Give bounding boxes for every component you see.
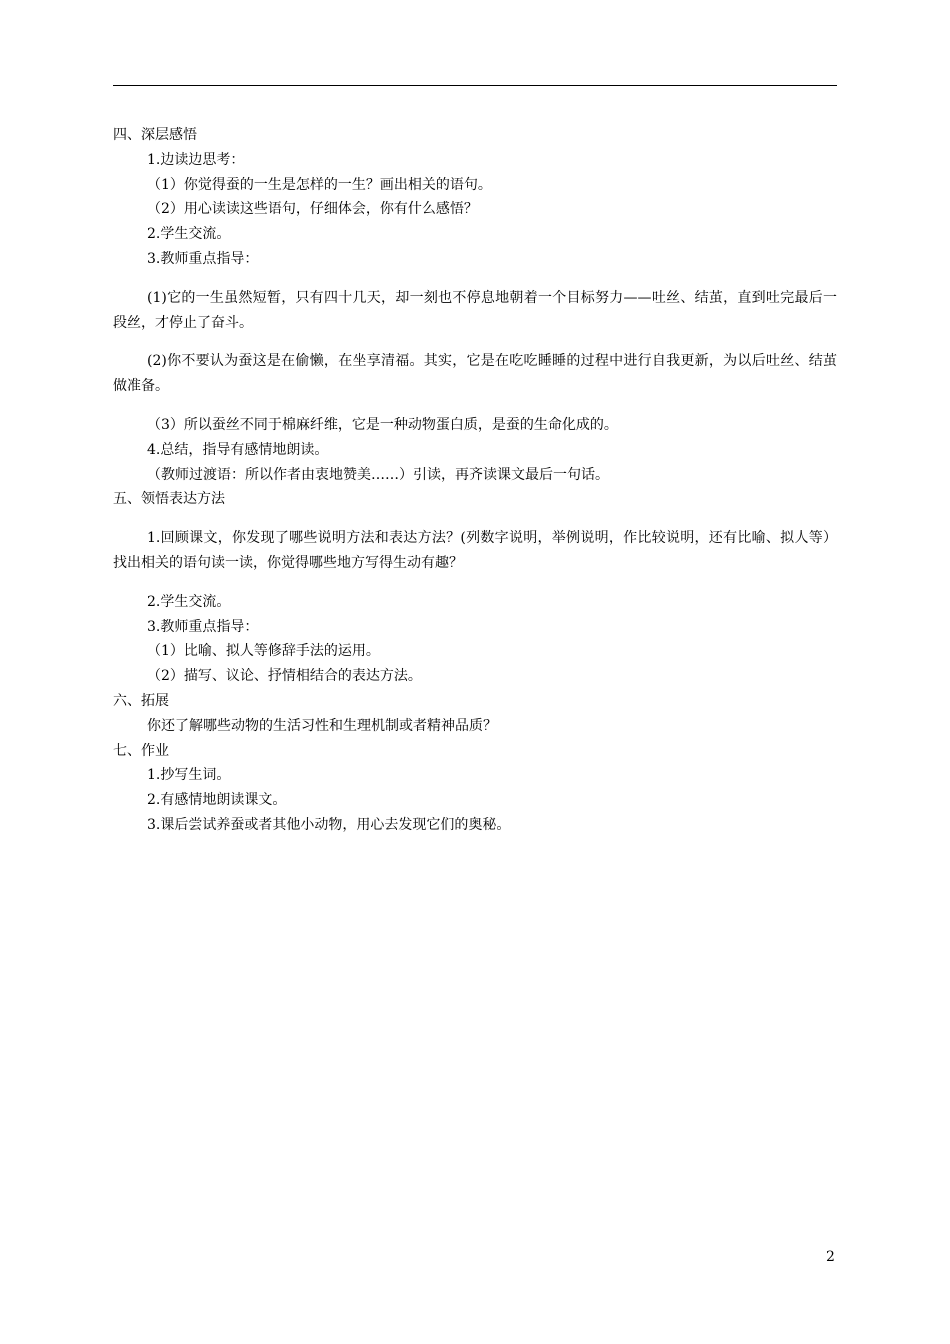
- header-rule: [113, 85, 837, 86]
- body-line: 3.教师重点指导：: [147, 250, 259, 267]
- document-body: [113, 123, 837, 838]
- body-line: 2.学生交流。: [147, 593, 231, 610]
- body-line: 1.抄写生词。: [147, 767, 231, 784]
- section-heading: 六、拓展: [113, 692, 169, 709]
- body-line: （教师过渡语：所以作者由衷地赞美……）引读，再齐读课文最后一句话。: [147, 466, 609, 483]
- body-line: 2.学生交流。: [147, 226, 231, 243]
- body-line: (2)你不要认为蚕这是在偷懒，在坐享清福。其实，它是在吃吃睡睡的过程中进行自我更新，为以后吐丝、结茧做准备。: [113, 353, 837, 395]
- body-line: 你还了解哪些动物的生活习性和生理机制或者精神品质？: [147, 717, 497, 734]
- section-heading: 七、作业: [113, 742, 169, 759]
- body-line: （1）比喻、拟人等修辞手法的运用。: [147, 643, 380, 660]
- body-line: 1.边读边思考：: [147, 151, 245, 168]
- body-line: 2.有感情地朗读课文。: [147, 792, 287, 809]
- section-heading: 四、深层感悟: [113, 127, 197, 143]
- body-line: （2）用心读读这些语句，仔细体会，你有什么感悟？: [147, 201, 478, 218]
- body-line: （2）描写、议论、抒情相结合的表达方法。: [147, 668, 422, 685]
- body-line: （3）所以蚕丝不同于棉麻纤维，它是一种动物蛋白质，是蚕的生命化成的。: [147, 416, 618, 433]
- body-line: （1）你觉得蚕的一生是怎样的一生？画出相关的语句。: [147, 176, 492, 193]
- body-line: 3.课后尝试养蚕或者其他小动物，用心去发现它们的奥秘。: [147, 816, 511, 833]
- body-line: 1.回顾课文，你发现了哪些说明方法和表达方法？(列数字说明，举例说明，作比较说明，还有比喻、拟人等）找出相关的语句读一读，你觉得哪些地方写得生动有趣？: [113, 530, 837, 571]
- section-heading: 五、领悟表达方法: [113, 491, 225, 508]
- body-line: 3.教师重点指导：: [147, 618, 259, 635]
- body-line: (1)它的一生虽然短暂，只有四十几天，却一刻也不停息地朝着一个目标努力——吐丝、结茧，直到吐完最后一段丝，才停止了奋斗。: [113, 289, 837, 331]
- body-line: 4.总结，指导有感情地朗读。: [147, 441, 329, 458]
- page-number: 2: [826, 1249, 835, 1265]
